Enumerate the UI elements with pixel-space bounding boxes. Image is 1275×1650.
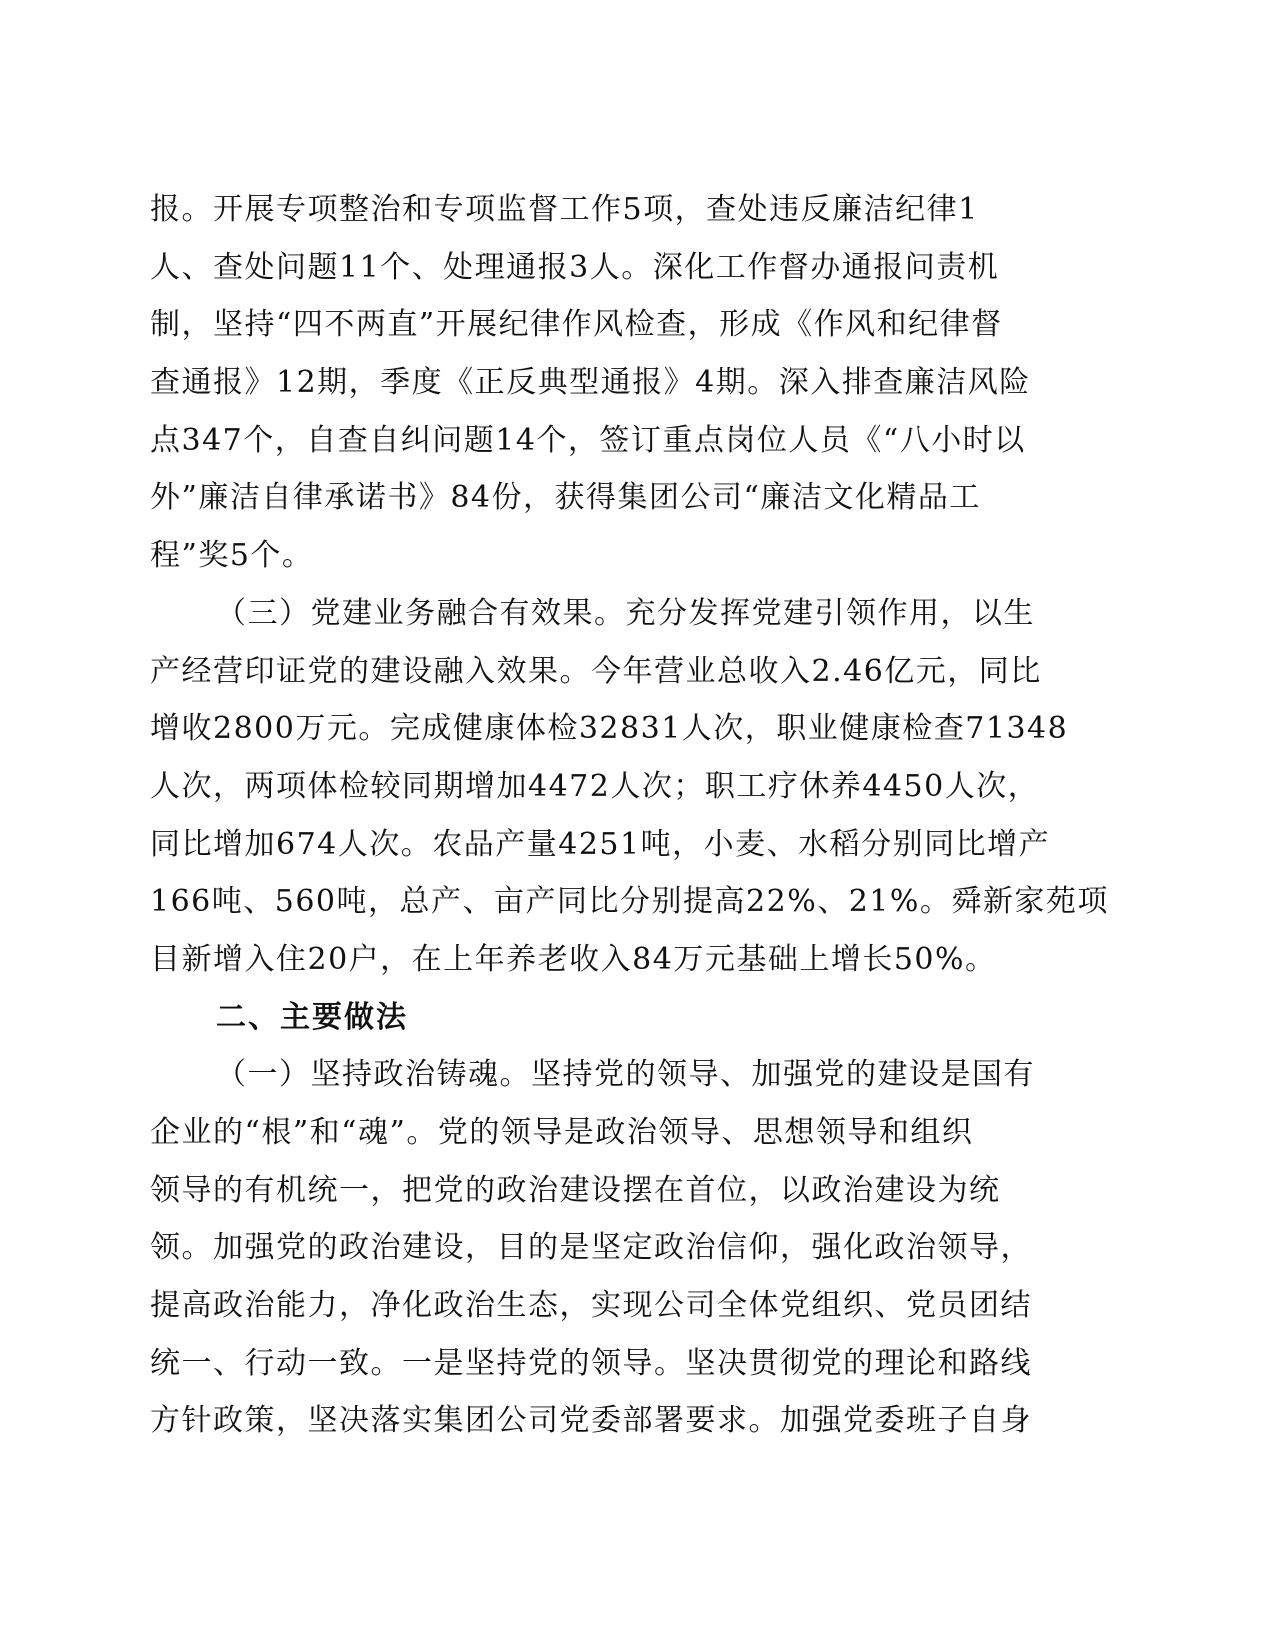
text-line: （三）党建业务融合有效果。充分发挥党建引领作用，以生 xyxy=(216,595,1035,631)
text-line: 程”奖5个。 xyxy=(150,538,314,574)
text-line: 提高政治能力，净化政治生态，实现公司全体党组织、党员团结 xyxy=(150,1288,1032,1324)
section-heading-text: 二、主要做法 xyxy=(216,999,408,1035)
text-line: 人、查处问题11个、处理通报3人。深化工作督办通报问责机 xyxy=(150,249,1000,285)
text-line: 制，坚持“四不两直”开展纪律作风检查，形成《作风和纪律督 xyxy=(150,307,1003,343)
text-line: 增收2800万元。完成健康体检32831人次，职业健康检查71348 xyxy=(150,711,1069,747)
text-line: 人次，两项体检较同期增加4472人次；职工疗休养4450人次， xyxy=(150,768,1040,804)
text-line: 方针政策，坚决落实集团公司党委部署要求。加强党委班子自身 xyxy=(150,1403,1032,1439)
text-line: （一）坚持政治铸魂。坚持党的领导、加强党的建设是国有 xyxy=(216,1057,1035,1093)
text-line: 统一、行动一致。一是坚持党的领导。坚决贯彻党的理论和路线 xyxy=(150,1345,1032,1381)
paragraph-discipline-supervision xyxy=(150,181,1080,585)
text-line: 领导的有机统一，把党的政治建设摆在首位，以政治建设为统 xyxy=(150,1172,1001,1208)
text-line: 点347个，自查自纠问题14个，签订重点岗位人员《“八小时以 xyxy=(150,422,1026,458)
text-line: 企业的“根”和“魂”。党的领导是政治领导、思想领导和组织 xyxy=(150,1115,974,1150)
text-line: 166吨、560吨，总产、亩产同比分别提高22%、21%。舜新家苑项 xyxy=(150,884,1109,920)
text-line: 领。加强党的政治建设，目的是坚定政治信仰，强化政治领导， xyxy=(150,1230,1032,1266)
document-body xyxy=(150,181,1109,1450)
text-line: 目新增入住20户，在上年养老收入84万元基础上增长50%。 xyxy=(150,941,997,977)
section-heading xyxy=(150,989,1080,1047)
text-line: 报。开展专项整治和专项监督工作5项，查处违反廉洁纪律1 xyxy=(150,192,979,227)
text-line: 同比增加674人次。农品产量4251吨，小麦、水稻分别同比增产 xyxy=(150,826,1051,862)
text-line: 外”廉洁自律承诺书》84份，获得集团公司“廉洁文化精品工 xyxy=(150,480,981,516)
text-line: 产经营印证党的建设融入效果。今年营业总收入2.46亿元，同比 xyxy=(150,653,1042,689)
text-line: 查通报》12期，季度《正反典型通报》4期。深入排查廉洁风险 xyxy=(150,365,1031,401)
paragraph-political-foundation xyxy=(150,1046,1080,1450)
paragraph-party-business-integration xyxy=(150,585,1109,989)
